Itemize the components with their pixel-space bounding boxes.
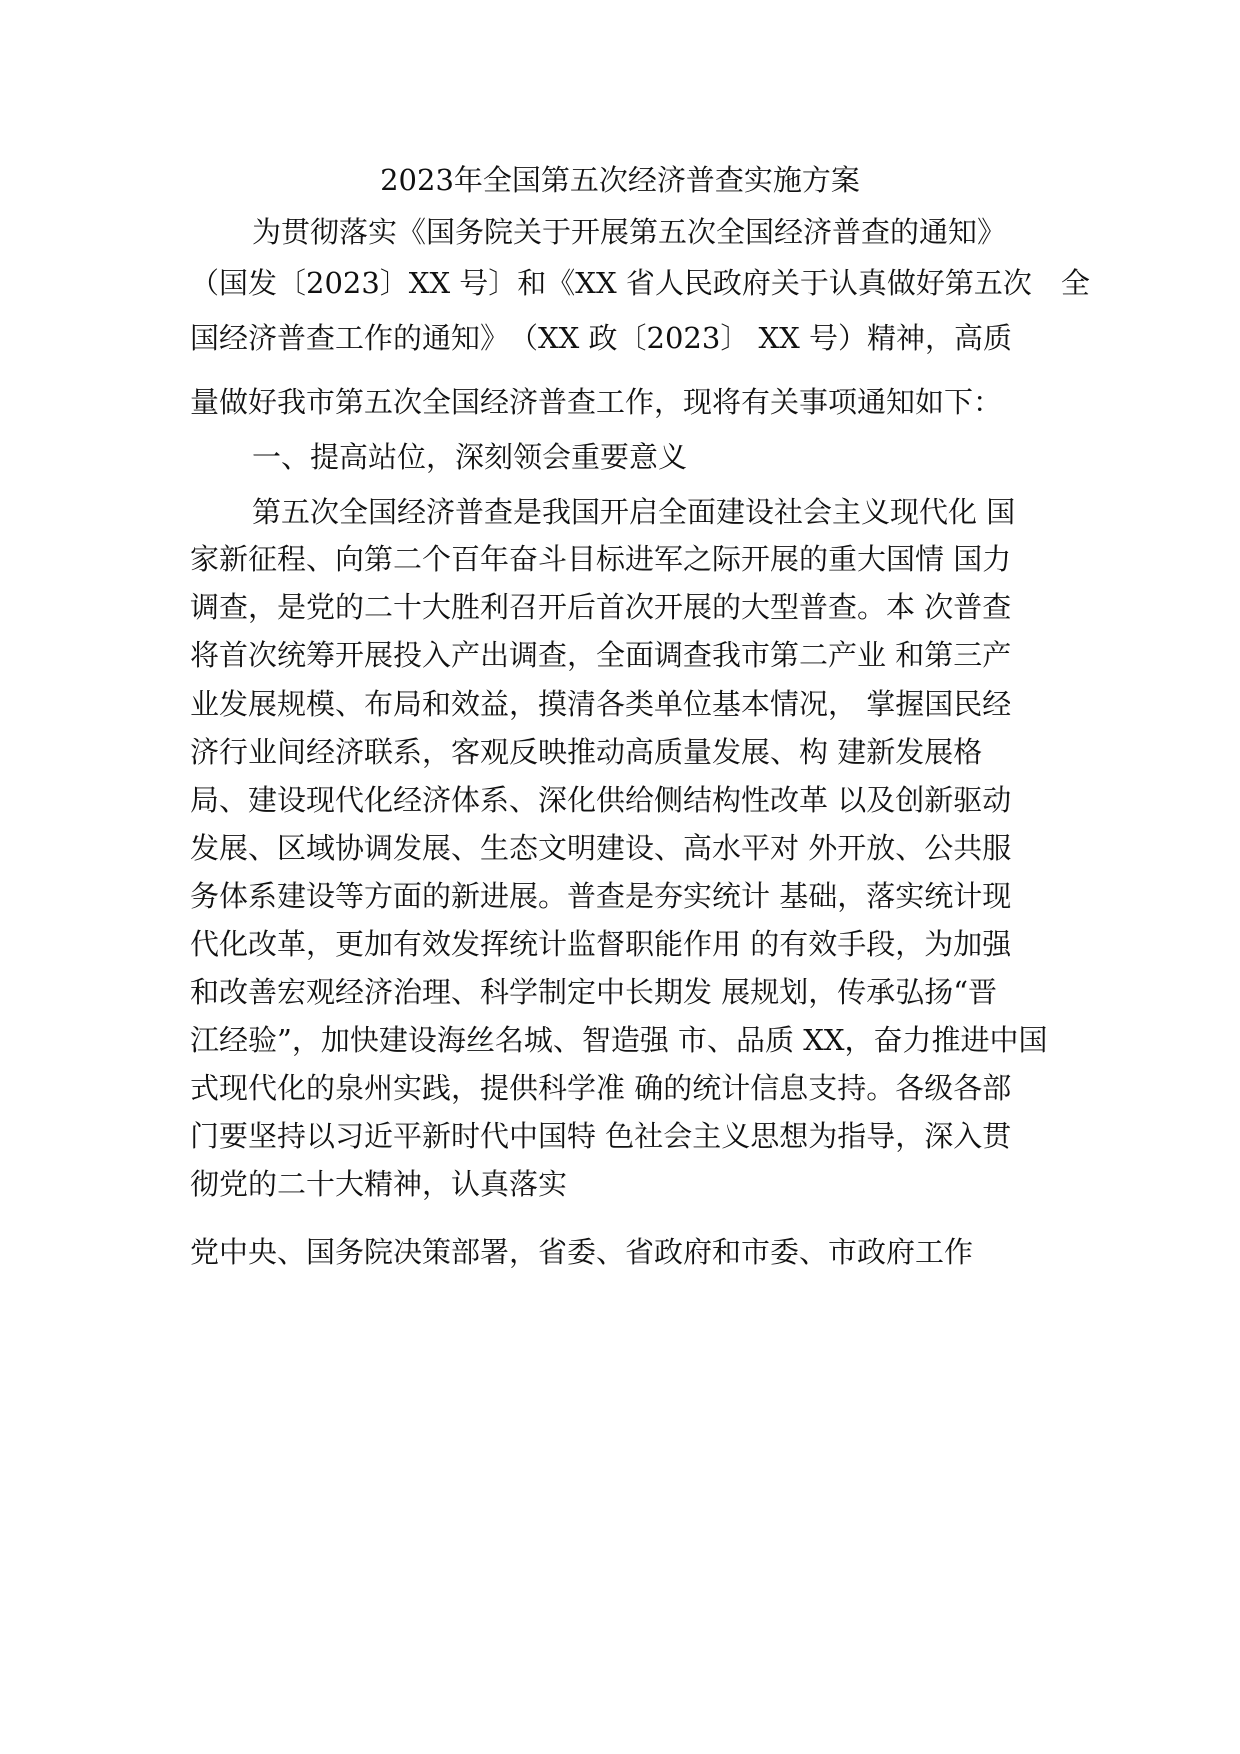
body-line: 代化改革，更加有效发挥统计监督职能作用 的有效手段，为加强 xyxy=(190,927,1012,961)
body-line: 式现代化的泉州实践，提供科学准 确的统计信息支持。各级各部 xyxy=(190,1071,1012,1105)
document-title: 2023年全国第五次经济普查实施方案 xyxy=(380,163,860,197)
body-line: 家新征程、向第二个百年奋斗目标进军之际开展的重大国情 国力 xyxy=(190,542,1012,576)
body-line: 和改善宏观经济治理、科学制定中长期发 展规划，传承弘扬“晋 xyxy=(190,975,998,1009)
body-line: 门要坚持以习近平新时代中国特 色社会主义思想为指导，深入贯 xyxy=(190,1119,1012,1153)
body-line: 江经验”，加快建设海丝名城、智造强 市、品质 XX，奋力推进中国 xyxy=(190,1023,1048,1057)
intro-line: （国发〔2023〕XX 号〕和《XX 省人民政府关于认真做好第五次 全 xyxy=(190,266,1090,300)
body-line: 发展、区域协调发展、生态文明建设、高水平对 外开放、公共服 xyxy=(190,831,1012,865)
body-line: 务体系建设等方面的新进展。普查是夯实统计 基础，落实统计现 xyxy=(190,879,1012,913)
body-line: 济行业间经济联系，客观反映推动高质量发展、构 建新发展格 xyxy=(190,735,983,769)
body-line: 业发展规模、布局和效益，摸清各类单位基本情况， 掌握国民经 xyxy=(190,687,1012,721)
final-line: 党中央、国务院决策部署，省委、省政府和市委、市政府工作 xyxy=(190,1235,974,1269)
section-heading: 一、提高站位，深刻领会重要意义 xyxy=(252,440,688,474)
intro-line: 国经济普查工作的通知》 （XX 政〔2023〕 XX 号）精神，高质 xyxy=(190,321,1013,355)
intro-line: 为贯彻落实《国务院关于开展第五次全国经济普查的通知》 xyxy=(252,215,1007,249)
body-line: 将首次统筹开展投入产出调查，全面调查我市第二产业 和第三产 xyxy=(190,638,1012,672)
intro-line: 量做好我市第五次全国经济普查工作，现将有关事项通知如下： xyxy=(190,385,1003,419)
body-line: 局、建设现代化经济体系、深化供给侧结构性改革 以及创新驱动 xyxy=(190,783,1012,817)
body-line: 彻党的二十大精神，认真落实 xyxy=(190,1167,568,1201)
body-line: 调查，是党的二十大胜利召开后首次开展的大型普查。本 次普查 xyxy=(190,590,1012,624)
body-line: 第五次全国经济普查是我国开启全面建设社会主义现代化 国 xyxy=(252,495,1016,529)
